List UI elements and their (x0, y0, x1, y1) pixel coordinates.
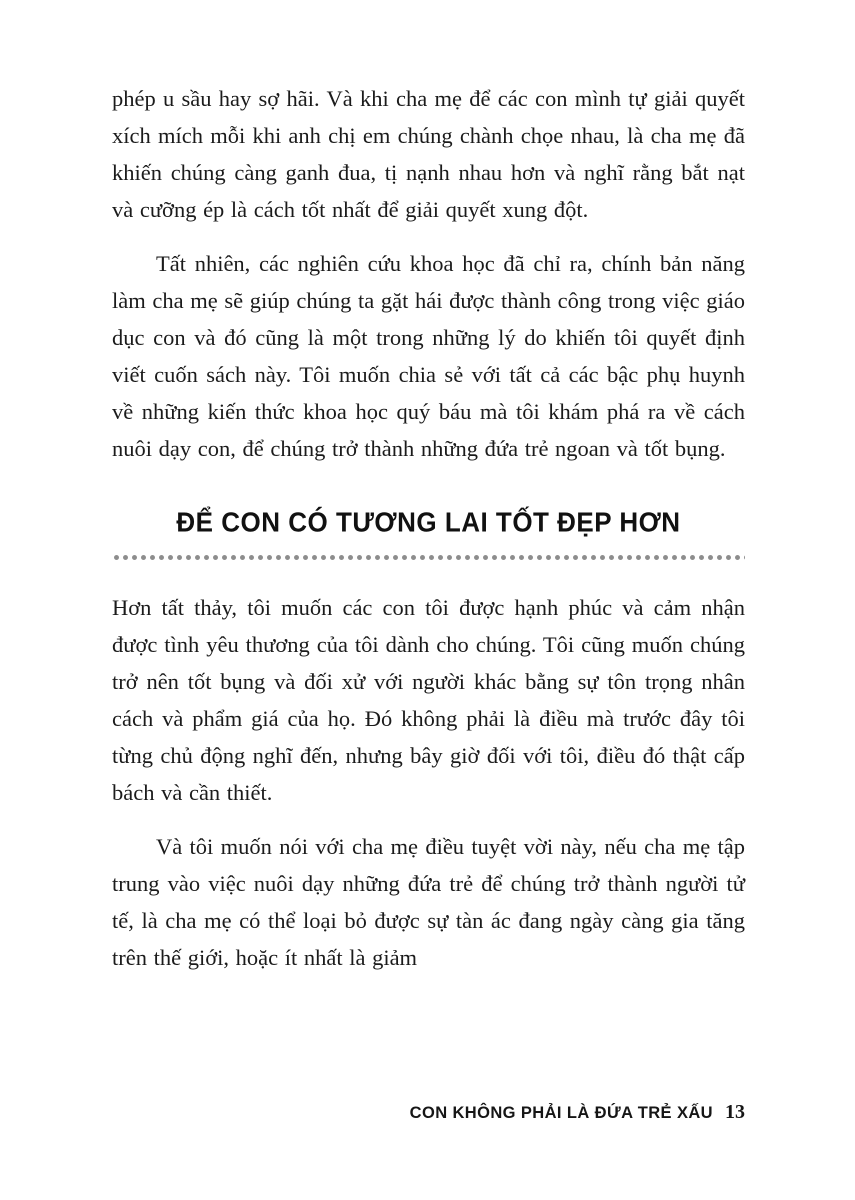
body-paragraph: Và tôi muốn nói với cha mẹ điều tuyệt vời này, nếu cha mẹ tập trung vào việc nuôi dạy những đứa trẻ để chúng trở thành người tử tế, là cha mẹ có thể loại bỏ được sự tàn ác đang ngày càng gia tăng trên thế giới, hoặc ít nhất là giảm (112, 834, 745, 970)
running-title: CON KHÔNG PHẢI LÀ ĐỨA TRẺ XẤU (409, 1104, 713, 1122)
body-paragraph: phép u sầu hay sợ hãi. Và khi cha mẹ để các con mình tự giải quyết xích mích mỗi khi anh chị em chúng chành chọe nhau, là cha mẹ đã khiến chúng càng ganh đua, tị nạnh nhau hơn và nghĩ rằng bắt nạt và cưỡng ép là cách tốt nhất để giải quyết xung đột. (112, 86, 745, 222)
section-heading: ĐỂ CON CÓ TƯƠNG LAI TỐT ĐẸP HƠN (176, 505, 681, 539)
body-paragraph: Hơn tất thảy, tôi muốn các con tôi được hạnh phúc và cảm nhận được tình yêu thương của tôi dành cho chúng. Tôi cũng muốn chúng trở nên tốt bụng và đối xử với người khác bằng sự tôn trọng nhân cách và phẩm giá của họ. Đó không phải là điều mà trước đây tôi từng chủ động nghĩ đến, nhưng bây giờ đối với tôi, điều đó thật cấp bách và cần thiết. (112, 595, 745, 805)
page-number: 13 (725, 1101, 745, 1123)
dotted-divider (112, 554, 745, 561)
page-content (112, 80, 745, 993)
body-paragraph: Tất nhiên, các nghiên cứu khoa học đã chỉ ra, chính bản năng làm cha mẹ sẽ giúp chúng ta gặt hái được thành công trong việc giáo dục con và đó cũng là một trong những lý do khiến tôi quyết định viết cuốn sách này. Tôi muốn chia sẻ với tất cả các bậc phụ huynh về những kiến thức khoa học quý báu mà tôi khám phá ra về cách nuôi dạy con, để chúng trở thành những đứa trẻ ngoan và tốt bụng. (112, 251, 745, 461)
page-footer (410, 1101, 745, 1124)
